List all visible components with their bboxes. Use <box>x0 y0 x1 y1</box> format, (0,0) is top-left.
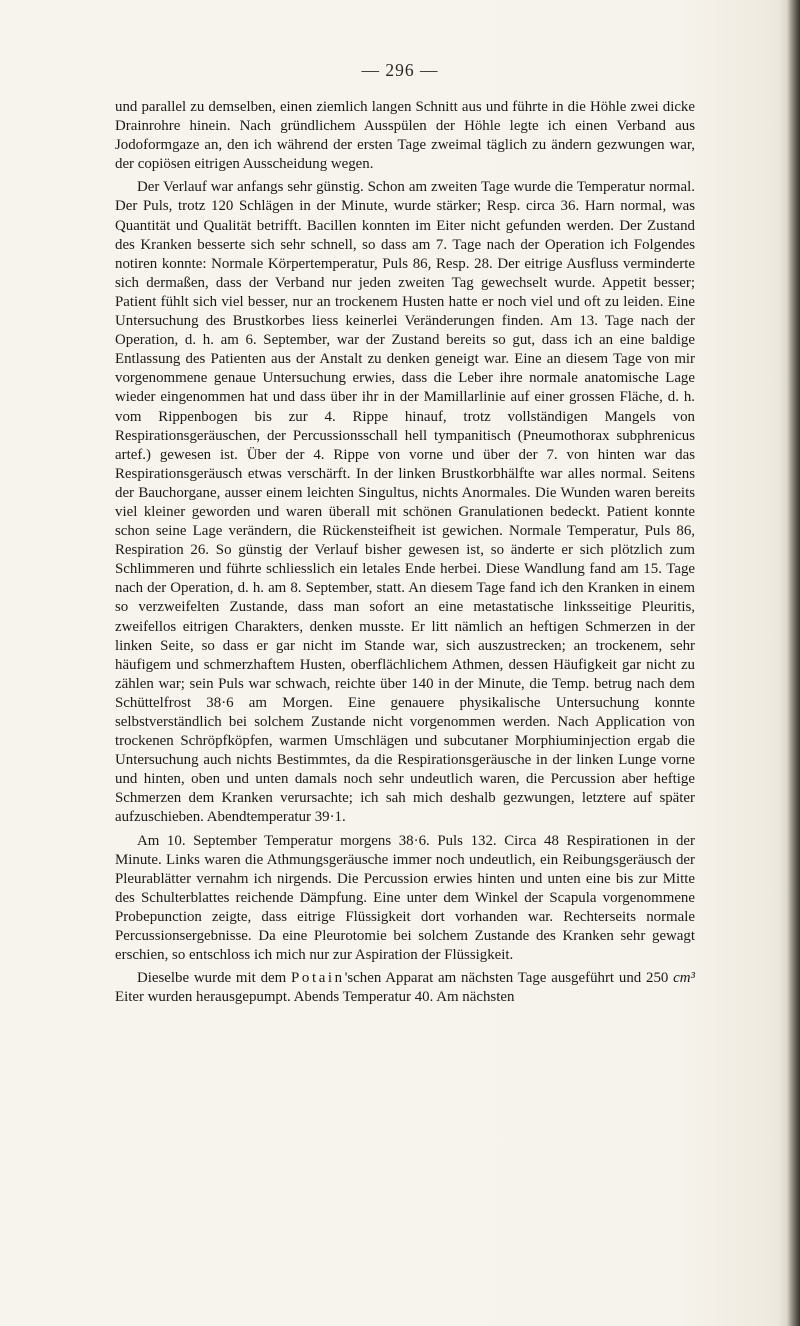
paragraph-1: und parallel zu demselben, einen ziemlich langen Schnitt aus und führte in die Höhle zwei dicke Drainrohre hinein. Nach gründlichem Ausspülen der Höhle legte ich einen Verband aus Jodoformgaze an, den ich während der ersten Tage zweimal täglich zu ändern gezwungen war, der copiösen eitrigen Ausscheidung wegen. <box>115 99 695 173</box>
page-number: — 296 — <box>361 60 439 80</box>
paragraph-4-before: Dieselbe wurde mit dem <box>137 970 292 987</box>
paragraph-3: Am 10. September Temperatur morgens 38·6. Puls 132. Circa 48 Respirationen in der Minute. Links waren die Athmungsgeräusche immer noch undeutlich, ein Reibungsgeräusch der Pleurablätter vernahm ich nirgends. Die Percussion erwies hinten und unten eine bis zur Mitte des Schulterblattes reichende Dämpfung. Eine unter dem Winkel der Scapula vorgenommene Probepunction zeigte, dass eitrige Flüssigkeit dort vorhanden war. Rechterseits normale Percussionsergebnisse. Da eine Pleurotomie bei solchem Zustande des Kranken sehr gewagt erschien, so entschloss ich mich nur zur Aspiration der Flüssigkeit. <box>115 832 695 964</box>
paragraph-2: Der Verlauf war anfangs sehr günstig. Schon am zweiten Tage wurde die Temperatur normal. Der Puls, trotz 120 Schlägen in der Minute, wurde stärker; Resp. circa 36. Harn normal, was Quantität und Qualität betrifft. Bacillen konnten im Eiter nicht gefunden werden. Der Zustand des Kranken besserte sich sehr schnell, so dass am 7. Tage nach der Operation ich Folgendes notiren konnte: Normale Körpertemperatur, Puls 86, Resp. 28. Der eitrige Ausfluss verminderte sich dermaßen, dass der Verband nur jeden zweiten Tag gewechselt wurde. Appetit besser; Patient fühlt sich viel besser, nur an trockenem Husten hatte er noch viel und oft zu leiden. Eine Untersuchung des Brustkorbes liess keinerlei Veränderungen finden. Am 13. Tage nach der Operation, d. h. am 6. September, war der Zustand bereits so gut, dass ich an eine baldige Entlassung des Patienten aus der Anstalt zu denken geneigt war. Eine an diesem Tage von mir vorgenommene genaue Untersuchung erwies, dass die Leber ihre normale anatomische Lage wieder eingenommen hat und dass über ihr in der Mamillarlinie auf einer grossen Fläche, d. h. vom Rippenbogen bis zur 4. Rippe hinauf, trotz vollständigen Mangels von Respirationsgeräuschen, der Percussionsschall hell tympanitisch (Pneumothorax subphrenicus artef.) gewesen ist. Über der 4. Rippe von vorne und über der 7. von hinten war das Respirationsgeräusch etwas verschärft. In der linken Brustkorbhälfte war alles normal. Seitens der Bauchorgane, ausser einem leichten Singultus, nichts Anormales. Die Wunden waren bereits viel kleiner geworden und waren überall mit schönen Granulationen bedeckt. Patient konnte schon seine Lage verändern, die Rückensteifheit ist gewichen. Normale Temperatur, Puls 86, Respiration 26. So günstig der Verlauf bisher gewesen ist, so änderte er sich plötzlich zum Schlimmeren und führte schliesslich ein letales Ende herbei. Diese Wandlung fand am 15. Tage nach der Operation, d. h. am 8. September, statt. An diesem Tage fand ich den Kranken in einem so verzweifelten Zustande, dass man sofort an eine metastatische linksseitige Pleuritis, zweifellos eitrigen Charakters, denken musste. Er litt nämlich an heftigen Schmerzen in der linken Seite, so dass er gar nicht im Stande war, sich auszustrecken; an trockenem, sehr häufigem und schmerzhaftem Husten, oberflächlichem Athmen, dessen Häufigkeit gar nicht zu zählen war; sein Puls war schwach, reichte über 140 in der Minute, die Temp. betrug nach dem Schüttelfrost 38·6 am Morgen. Eine genauere physikalische Untersuchung konnte selbstverständlich bei solchem Zustande nicht vorgenommen werden. Nach Application von trockenen Schröpfköpfen, warmen Umschlägen und subcutaner Morphiuminjection ergab die Untersuchung auch nichts Bestimmtes, da die Respirationsgeräusche in der linken Lunge vorne und hinten, oben und unten damals noch sehr undeutlich waren, die Percussion aber heftige Schmerzen dem Kranken verursachte; ich sah mich deshalb gezwungen, letztere auf später aufzuschieben. Abendtemperatur 39·1. <box>115 179 695 826</box>
body-text <box>115 98 695 1011</box>
page-edge-shadow <box>778 0 800 1326</box>
paragraph-4-after: Eiter wurden herausgepumpt. Abends Temperatur 40. Am nächsten <box>115 989 515 1006</box>
author-name-potain: Potain <box>291 970 345 987</box>
paragraph-4 <box>115 969 695 1007</box>
paragraph-4-middle: 'schen Apparat am nächsten Tage ausgeführt und 250 <box>344 970 674 987</box>
unit-cubic-cm: cm³ <box>673 970 695 987</box>
